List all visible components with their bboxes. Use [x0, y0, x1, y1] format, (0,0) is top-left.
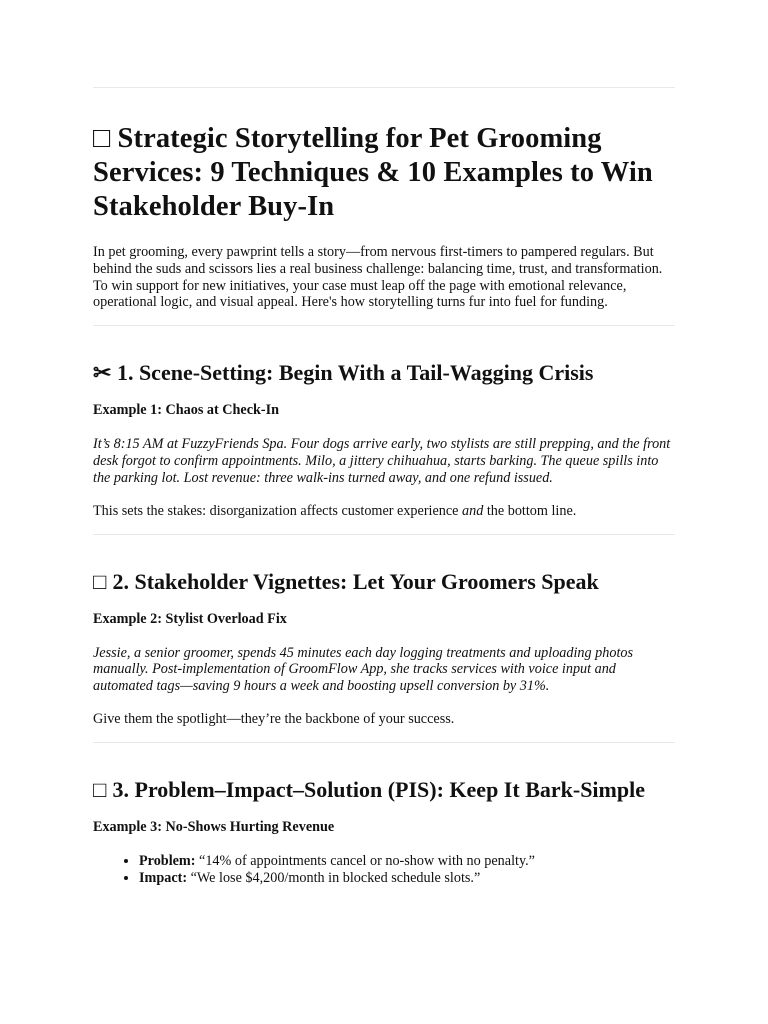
article-title: □ Strategic Storytelling for Pet Grooming Services: 9 Techniques & 10 Examples to Win Stakeholder Buy-In: [93, 123, 653, 222]
intro-paragraph: In pet grooming, every pawprint tells a story—from nervous first-timers to pampered regulars. But behind the suds and scissors lies a real business challenge: balancing time, trust, and transformation. To win support for new initiatives, your case must leap off the page with emotional relevance, operational logic, and visual appeal. Here's how storytelling turns fur into fuel for funding.: [93, 244, 663, 311]
section-heading-text: 3. Problem–Impact–Solution (PIS): Keep It Bark-Simple: [112, 776, 645, 802]
example-story-1: It’s 8:15 AM at FuzzyFriends Spa. Four dogs arrive early, two stylists are still prepping, and the front desk forgot to confirm appointments. Milo, a jittery chihuahua, starts barking. The queue spills into the parking lot. Lost revenue: three walk-ins turned away, and one refund issued.: [93, 436, 671, 486]
section-note-2: Give them the spotlight—they’re the backbone of your success.: [93, 710, 455, 727]
list-item-label: Impact:: [139, 869, 188, 886]
list-item: [139, 853, 675, 870]
section-divider: [93, 325, 675, 326]
example-title-2: Example 2: Stylist Overload Fix: [93, 610, 287, 627]
list-item-text: “14% of appointments cancel or no-show with no penalty.”: [195, 852, 535, 869]
example-title-3: Example 3: No-Shows Hurting Revenue: [93, 818, 335, 835]
list-item-label: Problem:: [139, 852, 196, 869]
section-divider: [93, 534, 675, 535]
section-heading-3: [93, 777, 675, 803]
section-note-1: [93, 503, 675, 520]
example-title-1: Example 1: Chaos at Check-In: [93, 402, 280, 419]
scissors-icon: ✂: [93, 360, 112, 386]
note-text: This sets the stakes: disorganization affects customer experience: [93, 502, 463, 519]
section-divider: [93, 742, 675, 743]
list-item-text: “We lose $4,200/month in blocked schedule slots.”: [187, 869, 481, 886]
section-heading-1: [93, 360, 675, 386]
note-emphasis: and: [462, 502, 484, 519]
section-heading-2: [93, 569, 675, 595]
note-text: the bottom line.: [483, 502, 577, 519]
top-divider: [93, 87, 675, 88]
pis-list: [93, 853, 675, 887]
section-heading-text: 1. Scene-Setting: Begin With a Tail-Wagging Crisis: [116, 360, 594, 386]
list-item: [139, 870, 675, 887]
article-body: [93, 0, 675, 887]
missing-glyph-icon: □: [93, 568, 107, 594]
missing-glyph-icon: □: [93, 776, 107, 802]
example-story-2: Jessie, a senior groomer, spends 45 minutes each day logging treatments and uploading photos manually. Post-implementation of GroomFlow App, she tracks services with voice input and automated tags—saving 9 hours a week and boosting upsell conversion by 31%.: [93, 644, 633, 695]
section-heading-text: 2. Stakeholder Vignettes: Let Your Groomers Speak: [112, 568, 599, 594]
